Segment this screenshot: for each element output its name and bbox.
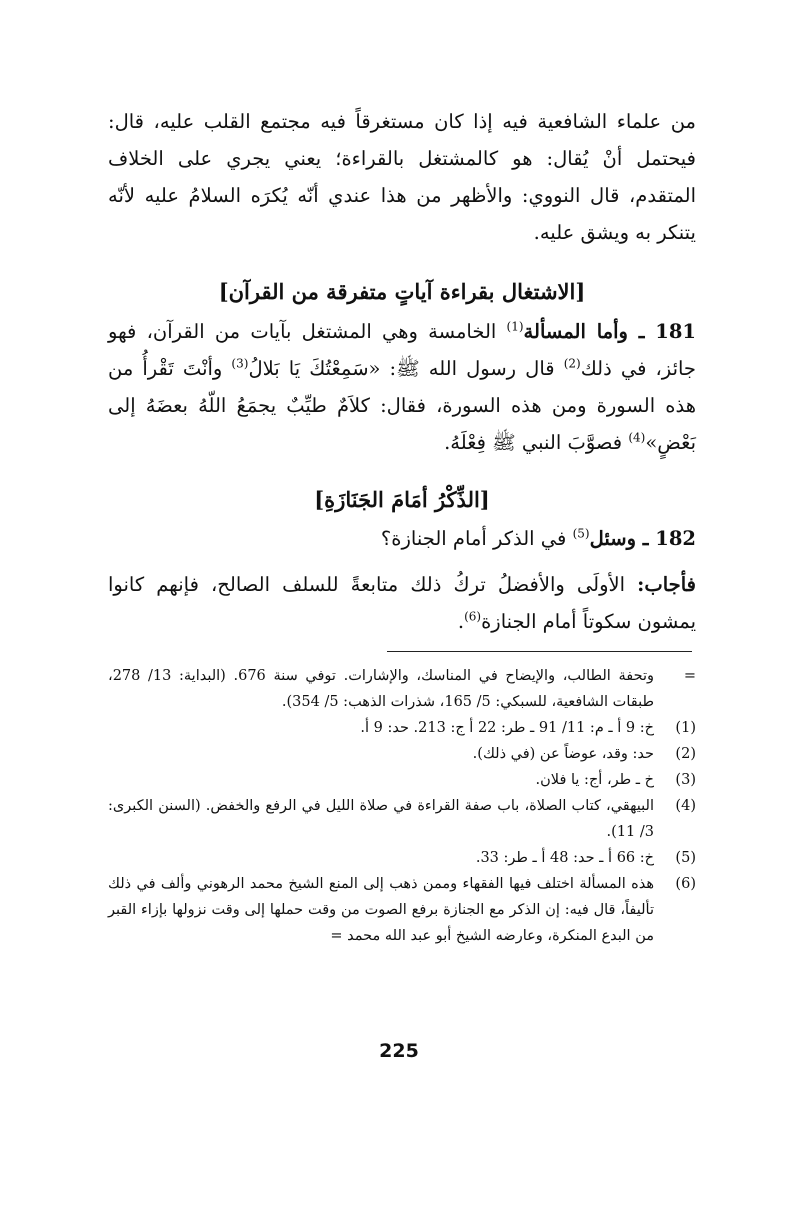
footnote-number: = [683, 668, 696, 684]
question-181-text-4: فصوَّبَ النبي ﷺ فِعْلَهُ. [444, 431, 629, 454]
footnote-5 [108, 845, 696, 871]
footnote-text: البيهقي، كتاب الصلاة، باب صفة القراءة في صلاة الليل في الرفع والخفض. (السنن الكبرى: 3/ 11). [108, 798, 654, 840]
section-heading-funeral: [الذِّكْرُ أمَامَ الجَنَازَةِ] [314, 487, 490, 512]
footnote-ref-2: (2) [563, 356, 581, 371]
footnote-number: (6) [675, 876, 696, 892]
section-heading-recitation: [الاشتغال بقراءة آياتٍ متفرقة من القرآن] [218, 279, 586, 304]
footnote-number: (2) [675, 746, 696, 762]
opening-paragraph: من علماء الشافعية فيه إذا كان مستغرقاً فيه مجتمع القلب عليه، قال: فيحتمل أنْ يُقال: هو كالمشتغل بالقراءة؛ يعني يجري على الخلاف المتقدم، قال النووي: والأظهر من هذا عندي أنّه يُكرَه السلامُ عليه لأنّه يتنكر به ويشق عليه. [108, 110, 696, 244]
question-181-text-1: الخامسة وهي المشتغل بآيات من القرآن، فهو جائز، في ذلك [108, 320, 696, 380]
footnote-number: (4) [675, 798, 696, 814]
footnote-text: وتحفة الطالب، والإيضاح في المناسك، والإشارات. توفي سنة 676. (البداية: 13/ 278، طبقات الشافعية، للسبكي: 5/ 165، شذرات الذهب: 5/ 354). [108, 668, 654, 710]
footnote-number: (3) [675, 772, 696, 788]
footnote-6 [108, 871, 696, 949]
footnote-2 [108, 741, 696, 767]
answer-lead: فأجاب: [637, 573, 696, 596]
footnote-ref-4: (4) [628, 430, 646, 445]
footnote-number: (1) [675, 720, 696, 736]
footnote-text: حد: وقد، عوضاً عن (في ذلك). [472, 746, 654, 762]
footnote-text: خ ـ طر، أج: يا فلان. [535, 772, 654, 788]
question-182 [108, 520, 696, 557]
footnote-text: خ: 66 أ ـ حد: 48 أ ـ طر: 33. [475, 850, 654, 866]
question-181 [108, 313, 696, 461]
question-182-lead: 182 ـ وسئل [589, 527, 696, 550]
answer-182 [108, 566, 696, 640]
footnotes [108, 663, 696, 949]
footnote-continuation [108, 663, 696, 715]
footnote-3 [108, 767, 696, 793]
footnote-1 [108, 715, 696, 741]
footnote-text: هذه المسألة اختلف فيها الفقهاء وممن ذهب إلى المنع الشيخ محمد الرهوني وألف في ذلك تأليفاً، قال فيه: إن الذكر مع الجنازة برفع الصوت من وقت حملها إلى وقت نزولها بإزاء القبر من البدع المنكرة، وعارضه الشيخ أبو عبد الله محمد = [108, 876, 654, 944]
question-181-text-2: قال رسول الله ﷺ: «سَمِعْتُكَ يَا بَلالُ [248, 357, 564, 380]
footnote-ref-6: (6) [464, 609, 482, 624]
page-number: 225 [379, 1040, 419, 1062]
footnote-ref-3: (3) [231, 356, 249, 371]
question-182-text: في الذكر أمام الجنازة؟ [380, 527, 573, 550]
footnote-divider [387, 651, 692, 652]
answer-text: الأولَى والأفضلُ تركُ ذلك متابعةً للسلف الصالح، فإنهم كانوا يمشون سكوتاً أمام الجنازة [108, 573, 696, 633]
footnote-number: (5) [675, 850, 696, 866]
question-181-text-3: وأنْتَ تَقْرأُ من هذه السورة ومن هذه السورة، فقال: كلاَمٌ طيِّبٌ يجمَعُ اللّهُ بعضَهُ إلى بَعْضٍ» [108, 357, 696, 454]
footnote-ref-1: (1) [506, 319, 524, 334]
footnote-4 [108, 793, 696, 845]
footnote-ref-5: (5) [572, 526, 590, 541]
answer-end: . [457, 610, 465, 633]
question-181-lead: 181 ـ وأما المسألة [523, 320, 696, 343]
footnote-text: خ: 9 أ ـ م: 11/ 91 ـ طر: 22 أ ج: 213. حد: 9 أ. [360, 720, 654, 736]
